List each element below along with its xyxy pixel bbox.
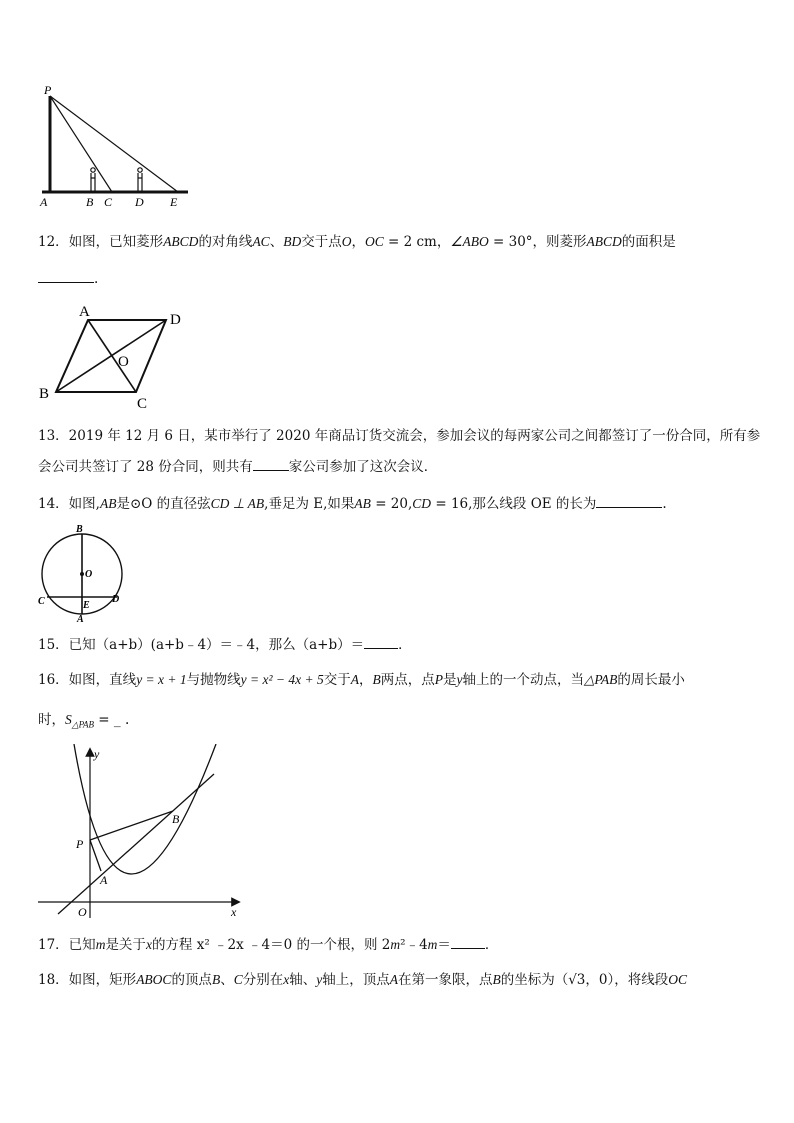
label-B: B bbox=[39, 386, 50, 402]
q14-text: 是⊙O 的直径弦 bbox=[116, 496, 211, 512]
q16-line2b: = _ . bbox=[94, 712, 130, 728]
q16-math: A bbox=[350, 672, 360, 687]
q16-math: y bbox=[456, 672, 463, 687]
q12-text: = 2 cm， bbox=[383, 234, 451, 250]
q18-math: A bbox=[389, 972, 398, 987]
q18-math: ABOC bbox=[136, 972, 172, 987]
q14-math: CD ⊥ AB bbox=[210, 496, 265, 511]
q18-text: 轴、 bbox=[289, 972, 317, 988]
label-A: A bbox=[40, 195, 48, 209]
question-17 bbox=[38, 934, 498, 955]
label-C: C bbox=[38, 596, 45, 607]
q18-math: B bbox=[211, 972, 221, 987]
answer-blank[interactable] bbox=[38, 268, 94, 283]
q16-math: P bbox=[434, 672, 444, 687]
question-12 bbox=[38, 232, 676, 252]
q12-text: 、 bbox=[269, 234, 284, 250]
q18-number: 18．如图，矩形 bbox=[38, 972, 137, 988]
q14-text: = 20, bbox=[370, 496, 413, 512]
q17-math: m bbox=[390, 937, 401, 952]
q17-math: m bbox=[95, 937, 106, 952]
q17-text: ²﹣4 bbox=[400, 937, 428, 953]
q12-number: 12． bbox=[38, 234, 69, 250]
label-B: B bbox=[86, 195, 94, 209]
label-O: O bbox=[78, 905, 87, 919]
label-A: A bbox=[79, 304, 90, 320]
figure-parabola bbox=[36, 744, 246, 922]
label-O: O bbox=[118, 354, 129, 370]
q16-subscript: △PAB bbox=[71, 719, 95, 730]
q12-math: OC bbox=[364, 234, 384, 249]
q16-line2a: 时， bbox=[38, 712, 65, 728]
label-B: B bbox=[172, 812, 180, 826]
label-E: E bbox=[170, 195, 178, 209]
q12-math: ABCD bbox=[586, 234, 622, 249]
q12-math: ABCD bbox=[163, 234, 199, 249]
q14-number: 14．如图, bbox=[38, 496, 100, 512]
q18-math: C bbox=[233, 972, 243, 987]
label-x: x bbox=[231, 905, 237, 919]
q16-math: B bbox=[372, 672, 381, 687]
q18-text: 轴上，顶点 bbox=[322, 972, 390, 988]
question-16 bbox=[38, 670, 685, 690]
q16-text: 的周长最小 bbox=[617, 672, 685, 688]
q13-line1: 13．2019 年 12 月 6 日，某市举行了 2020 年商品订货交流会，参加会议的每两家公司之间都签订了一份合同，所有参 bbox=[38, 428, 761, 444]
q17-equation: x² ﹣2x ﹣4＝0 bbox=[192, 937, 297, 953]
q17-end: ． bbox=[484, 937, 499, 953]
q15-end: ． bbox=[398, 637, 412, 653]
q12-math: ∠ABO bbox=[450, 234, 489, 249]
q14-text: ,那么线段 OE 的长为 bbox=[468, 496, 597, 512]
q18-math: OC bbox=[668, 972, 688, 987]
q18-text: 分别在 bbox=[242, 972, 284, 988]
q17-text: 的方程 bbox=[151, 937, 193, 953]
q16-math: y = x² − 4x + 5 bbox=[240, 672, 324, 687]
answer-blank[interactable] bbox=[451, 934, 485, 949]
q12-end: . bbox=[94, 271, 99, 287]
q12-text: 如图，已知菱形 bbox=[68, 234, 164, 250]
q18-text: 的顶点 bbox=[171, 972, 212, 988]
label-A: A bbox=[100, 873, 108, 887]
q18-math: y bbox=[316, 972, 323, 987]
figure-rhombus bbox=[36, 302, 196, 412]
person-icon bbox=[91, 168, 95, 191]
q16-text: ， bbox=[359, 672, 373, 688]
q16-text: 轴上的一个动点，当 bbox=[462, 672, 585, 688]
q15-text: 15．已知（a+b）(a+b﹣4）＝﹣4，那么（a+b）＝ bbox=[38, 637, 365, 653]
label-B: B bbox=[76, 524, 83, 535]
q12-math: O bbox=[341, 234, 352, 249]
figure-lamp-shadow bbox=[36, 82, 196, 210]
q16-number: 16．如图，直线 bbox=[38, 672, 137, 688]
q14-end: . bbox=[662, 496, 667, 512]
q14-text: = 16 bbox=[431, 496, 469, 512]
label-O: O bbox=[85, 569, 93, 580]
q12-text: ， bbox=[351, 234, 365, 250]
question-16-line2 bbox=[38, 710, 129, 735]
label-D: D bbox=[112, 594, 120, 605]
label-D: D bbox=[135, 195, 144, 209]
label-E: E bbox=[83, 600, 90, 611]
q16-math: S bbox=[65, 712, 72, 727]
q14-math: AB bbox=[99, 496, 117, 511]
q12-text: 的对角线 bbox=[198, 234, 253, 250]
figure-circle bbox=[36, 522, 128, 624]
q18-text: 的坐标为（ bbox=[500, 972, 569, 988]
q16-text: 是 bbox=[443, 672, 457, 688]
answer-blank[interactable] bbox=[596, 493, 662, 508]
q16-text: 与抛物线 bbox=[186, 672, 241, 688]
q18-text: 在第一象限，点 bbox=[397, 972, 493, 988]
q13-line2a: 会公司共签订了 28 份合同，则共有 bbox=[38, 459, 253, 475]
label-D: D bbox=[170, 312, 181, 328]
answer-blank[interactable] bbox=[364, 634, 398, 649]
question-18 bbox=[38, 970, 687, 990]
q17-text: 的一个根，则 2 bbox=[296, 937, 391, 953]
q13-line2b: 家公司参加了这次会议． bbox=[288, 459, 438, 475]
label-C: C bbox=[104, 195, 113, 209]
q17-text: 是关于 bbox=[105, 937, 146, 953]
q14-math: CD bbox=[412, 496, 432, 511]
label-P: P bbox=[76, 837, 84, 851]
q18-text: 、 bbox=[220, 972, 234, 988]
q17-text: ＝ bbox=[437, 937, 451, 953]
label-C: C bbox=[137, 396, 148, 412]
q16-text: 两点，点 bbox=[380, 672, 435, 688]
q17-math: m bbox=[427, 937, 438, 952]
q16-math: △PAB bbox=[584, 672, 618, 687]
q12-text: = 30°，则菱形 bbox=[488, 234, 587, 250]
answer-blank[interactable] bbox=[253, 456, 289, 471]
q18-text: ，0），将线段 bbox=[585, 972, 669, 988]
question-15 bbox=[38, 634, 412, 655]
label-P: P bbox=[44, 83, 52, 97]
q12-text: 交于点 bbox=[301, 234, 342, 250]
q12-math: BD bbox=[283, 234, 302, 249]
question-13-line2 bbox=[38, 456, 437, 477]
q16-math: y = x + 1 bbox=[136, 672, 187, 687]
q17-math: x bbox=[145, 937, 152, 952]
q16-text: 交于 bbox=[323, 672, 351, 688]
question-14 bbox=[38, 493, 667, 514]
q12-math: AC bbox=[252, 234, 270, 249]
q12-text: 的面积是 bbox=[621, 234, 676, 250]
q14-text: ,垂足为 E,如果 bbox=[264, 496, 355, 512]
q18-math: x bbox=[283, 972, 290, 987]
q14-math: AB bbox=[354, 496, 371, 511]
q18-math: B bbox=[492, 972, 501, 987]
label-y: y bbox=[94, 747, 100, 761]
label-A: A bbox=[77, 614, 84, 624]
q12-answer-line bbox=[38, 268, 98, 289]
q18-sqrt: √3 bbox=[568, 972, 586, 988]
person-icon bbox=[138, 168, 142, 191]
question-13 bbox=[38, 426, 760, 446]
q17-number: 17．已知 bbox=[38, 937, 96, 953]
